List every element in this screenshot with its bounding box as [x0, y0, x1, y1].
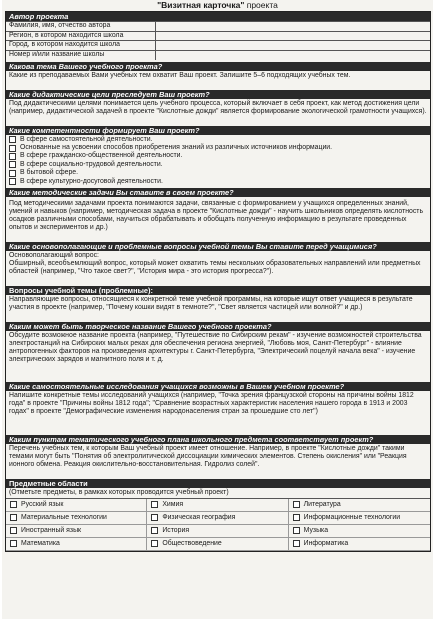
checkbox-label: В сфере социально-трудовой деятельности. — [20, 160, 163, 168]
competence-item[interactable] — [9, 169, 427, 177]
subject-literature[interactable] — [289, 499, 430, 512]
questions-text: Направляющие вопросы, относящиеся к конкретной теме учебной программы, на которые ищут ответ учащиеся в результате участия в проекте (например, "Почему кошки видят в темноте?", "Свет является частицей или волной?" и др.) — [6, 295, 430, 321]
subject-label: Информатика — [303, 540, 349, 548]
checkbox[interactable] — [10, 540, 17, 547]
fundamental-question-label: Основополагающий вопрос: — [9, 251, 99, 259]
questions-header: Вопросы учебной темы (проблемные): — [6, 286, 430, 295]
subject-label: Иностранный язык — [21, 527, 82, 535]
subject-label: Музыка — [303, 527, 329, 535]
subject-music[interactable] — [289, 525, 430, 538]
checkbox[interactable] — [293, 540, 300, 547]
field-label: Город, в котором находится школа — [6, 41, 156, 50]
checkbox[interactable] — [9, 161, 16, 168]
author-name-input[interactable] — [156, 22, 430, 31]
checkbox[interactable] — [293, 527, 300, 534]
subjects-header: Предметные области — [6, 479, 430, 488]
subject-label: Информационные технологии — [303, 514, 401, 522]
competence-item[interactable] — [9, 161, 427, 169]
competence-item[interactable] — [9, 152, 427, 160]
subject-label: Русский язык — [21, 501, 64, 509]
checkbox[interactable] — [9, 170, 16, 177]
checkbox-label: В сфере самостоятельной деятельности. — [20, 135, 153, 143]
field-label: Номер и/или название школы — [6, 51, 156, 60]
fundamental-block — [6, 251, 430, 285]
page-title — [2, 0, 433, 11]
field-row-region — [6, 31, 430, 41]
field-label: Регион, в котором находится школа — [6, 32, 156, 41]
fundamental-header: Какие основополагающие и проблемные вопросы учебной темы Вы ставите перед учащимися? — [6, 242, 430, 251]
didactic-text: Под дидактическими целями понимается цель учебного процесса, который включает в себя проект, как метод достижения цели (например, дидактической задачей в проекте "Кислотные дожди" является формирование экологической грамотности учащихся). — [6, 99, 430, 125]
subject-label: Материальные технологии — [21, 514, 107, 522]
plan-header: Каким пунктам тематического учебного плана школьного предмета соответствует проект? — [6, 435, 430, 444]
field-row-city — [6, 40, 430, 50]
subject-label: Физическая география — [162, 514, 236, 522]
subject-info-tech[interactable] — [289, 512, 430, 525]
project-card-sheet — [2, 0, 433, 619]
region-input[interactable] — [156, 32, 430, 41]
subjects-grid — [6, 498, 430, 551]
subject-material-tech[interactable] — [6, 512, 147, 525]
school-input[interactable] — [156, 51, 430, 60]
creative-text: Обсудите возможное название проекта (например, "Путешествие по Сибирским рекам" - изучение возможностей строительства электростанций на Сибирских малых реках для обеспечения региона энергией, "Любовь моя, Санкт-Петербург" - влияние антропогенных факторов на произведения архитектуры г. Санкт-Петербурга, "Электрический поцелуй начала века" - изучение электрических зарядов и магнитного поля и т. д. — [6, 331, 430, 381]
checkbox[interactable] — [10, 527, 17, 534]
field-row-author-name — [6, 21, 430, 31]
checkbox[interactable] — [293, 501, 300, 508]
subject-math[interactable] — [6, 538, 147, 551]
city-input[interactable] — [156, 41, 430, 50]
topic-header: Какова тема Вашего учебного проекта? — [6, 62, 430, 71]
checkbox-label: В сфере гражданско-общественной деятельности. — [20, 152, 183, 160]
checkbox-label: В сфере культурно-досуговой деятельности. — [20, 177, 163, 185]
methodical-text: Под методическими задачами проекта понимаются задачи, связанные с формированием у учащихся определенных знаний, умений и навыков (например, методическая задача в проекте "Кислотные дожди" - научить школьников определять кислотность осадков различными способами, научиться обрабатывать и обобщать полученную информацию в результате проведенных опытов и экспериментов и др.) — [6, 197, 430, 241]
subject-history[interactable] — [147, 525, 288, 538]
title-bold: "Визитная карточка" — [157, 0, 245, 10]
checkbox[interactable] — [9, 153, 16, 160]
subject-label: Химия — [162, 501, 184, 509]
creative-header: Каким может быть творческое название Вашего учебного проекта? — [6, 322, 430, 331]
subject-label: Литература — [303, 501, 341, 509]
subject-label: История — [162, 527, 190, 535]
competence-header: Какие компетентности формирует Ваш проект? — [6, 126, 430, 135]
subject-label: Математика — [21, 540, 60, 548]
checkbox[interactable] — [151, 514, 158, 521]
checkbox[interactable] — [10, 514, 17, 521]
subject-foreign-language[interactable] — [6, 525, 147, 538]
fundamental-text: Обширный, всеобъемлющий вопрос, который может охватить темы нескольких образовательных направлений или предметных областей (например, "Что такое свет?", "История мира - это история прогресса?"). — [9, 259, 421, 275]
checkbox-label: Основанные на усвоении способов приобретения знаний из различных источников информации. — [20, 144, 333, 152]
author-header: Автор проекта — [6, 12, 430, 21]
checkbox[interactable] — [9, 136, 16, 143]
field-row-school — [6, 50, 430, 60]
competence-item[interactable] — [9, 136, 427, 144]
subject-chemistry[interactable] — [147, 499, 288, 512]
checkbox[interactable] — [293, 514, 300, 521]
competence-list — [6, 135, 430, 187]
subject-informatics[interactable] — [289, 538, 430, 551]
checkbox[interactable] — [151, 501, 158, 508]
didactic-header: Какие дидактические цели преследует Ваш проект? — [6, 90, 430, 99]
methodical-header: Какие методические задачи Вы ставите в своем проекте? — [6, 188, 430, 197]
subject-geography[interactable] — [147, 512, 288, 525]
checkbox[interactable] — [9, 145, 16, 152]
subject-social-studies[interactable] — [147, 538, 288, 551]
subject-russian[interactable] — [6, 499, 147, 512]
research-text: Напишите конкретные темы исследований учащихся (например, "Точка зрения французской стороны на причины войны 1812 года" в проекте "Причины войны 1812 года"; "Сравнение возрастных характеристик населения нашего города в 1913 и 2003 годах" в проекте "Демографические изменения народонаселения стран за прошедшие сто лет") — [6, 391, 430, 434]
checkbox[interactable] — [9, 178, 16, 185]
competence-item[interactable] — [9, 177, 427, 185]
research-header: Какие самостоятельные исследования учащихся возможны в Вашем учебном проекте? — [6, 382, 430, 391]
checkbox[interactable] — [10, 501, 17, 508]
checkbox[interactable] — [151, 540, 158, 547]
checkbox[interactable] — [151, 527, 158, 534]
subject-label: Обществоведение — [162, 540, 222, 548]
subjects-note: (Отметьте предметы, в рамках которых проводится учебный проект) — [6, 488, 430, 498]
checkbox-label: В бытовой сфере. — [20, 169, 79, 177]
field-label: Фамилия, имя, отчество автора — [6, 22, 156, 31]
card-form — [5, 11, 431, 552]
title-rest: проекта — [244, 0, 278, 10]
topic-text: Какие из преподаваемых Вами учебных тем охватит Ваш проект. Запишите 5–6 подходящих учебных тем. — [6, 71, 430, 89]
plan-text: Перечень учебных тем, к которым Ваш учебный проект имеет отношение. Например, в проекте "Кислотные дожди" такими темами могут быть "Понятия об электролитической диссоциации химических элементов. Степень окисления" или "Реакция ионного обмена. Реакция окислительно-восстановительная. Гидролиз солей". — [6, 444, 430, 478]
